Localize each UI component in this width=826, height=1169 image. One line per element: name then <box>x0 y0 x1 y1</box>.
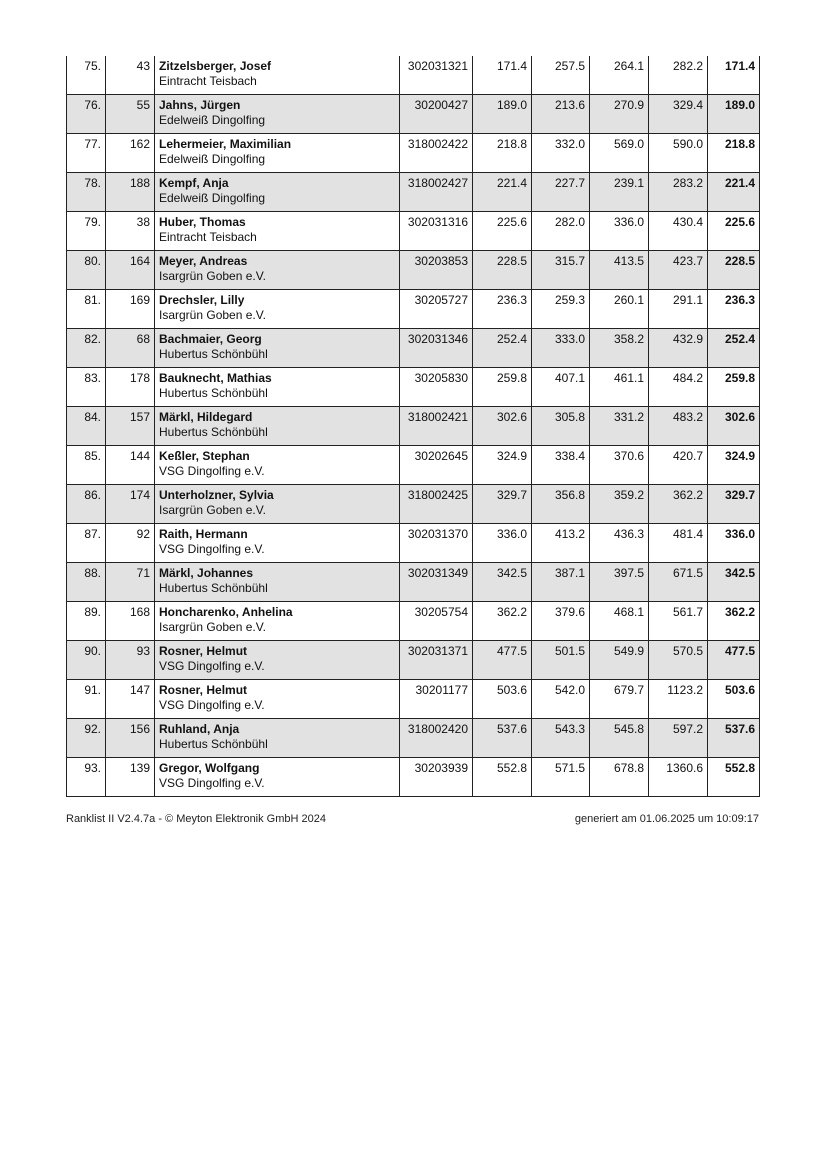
shooter-cell <box>155 641 400 680</box>
table-row <box>67 212 760 251</box>
id-cell: 30203939 <box>400 758 473 797</box>
shooter-name: Ruhland, Anja <box>159 722 240 736</box>
id-cell: 302031321 <box>400 56 473 95</box>
club-name: Eintracht Teisbach <box>159 74 257 88</box>
shooter-cell <box>155 329 400 368</box>
shooter-cell <box>155 524 400 563</box>
id-cell: 318002422 <box>400 134 473 173</box>
club-name: VSG Dingolfing e.V. <box>159 542 265 556</box>
best-score-cell: 552.8 <box>708 758 760 797</box>
best-score-cell: 171.4 <box>708 56 760 95</box>
shooter-name: Raith, Hermann <box>159 527 248 541</box>
score-3-cell: 545.8 <box>590 719 649 758</box>
score-2-cell: 407.1 <box>532 368 590 407</box>
score-1-cell: 221.4 <box>473 173 532 212</box>
table-row <box>67 134 760 173</box>
shooter-cell <box>155 290 400 329</box>
score-2-cell: 543.3 <box>532 719 590 758</box>
best-score-cell: 225.6 <box>708 212 760 251</box>
score-2-cell: 356.8 <box>532 485 590 524</box>
start-number-cell: 168 <box>106 602 155 641</box>
score-2-cell: 338.4 <box>532 446 590 485</box>
score-1-cell: 329.7 <box>473 485 532 524</box>
id-cell: 30201177 <box>400 680 473 719</box>
score-3-cell: 569.0 <box>590 134 649 173</box>
score-1-cell: 552.8 <box>473 758 532 797</box>
table-row <box>67 602 760 641</box>
shooter-name: Märkl, Hildegard <box>159 410 253 424</box>
shooter-cell <box>155 368 400 407</box>
score-3-cell: 264.1 <box>590 56 649 95</box>
start-number-cell: 188 <box>106 173 155 212</box>
score-4-cell: 561.7 <box>649 602 708 641</box>
score-4-cell: 590.0 <box>649 134 708 173</box>
score-1-cell: 252.4 <box>473 329 532 368</box>
shooter-cell <box>155 563 400 602</box>
club-name: Edelweiß Dingolfing <box>159 152 266 166</box>
score-1-cell: 336.0 <box>473 524 532 563</box>
club-name: VSG Dingolfing e.V. <box>159 698 265 712</box>
rank-cell: 82. <box>67 329 106 368</box>
shooter-cell <box>155 212 400 251</box>
start-number-cell: 174 <box>106 485 155 524</box>
shooter-cell <box>155 485 400 524</box>
shooter-cell <box>155 173 400 212</box>
score-2-cell: 315.7 <box>532 251 590 290</box>
start-number-cell: 38 <box>106 212 155 251</box>
score-4-cell: 1360.6 <box>649 758 708 797</box>
best-score-cell: 302.6 <box>708 407 760 446</box>
club-name: Hubertus Schönbühl <box>159 386 268 400</box>
score-1-cell: 225.6 <box>473 212 532 251</box>
start-number-cell: 169 <box>106 290 155 329</box>
club-name: Hubertus Schönbühl <box>159 737 268 751</box>
best-score-cell: 189.0 <box>708 95 760 134</box>
best-score-cell: 503.6 <box>708 680 760 719</box>
rank-cell: 76. <box>67 95 106 134</box>
rank-cell: 86. <box>67 485 106 524</box>
table-row <box>67 758 760 797</box>
score-2-cell: 501.5 <box>532 641 590 680</box>
score-1-cell: 362.2 <box>473 602 532 641</box>
shooter-name: Märkl, Johannes <box>159 566 254 580</box>
id-cell: 302031346 <box>400 329 473 368</box>
shooter-name: Bachmaier, Georg <box>159 332 262 346</box>
score-1-cell: 189.0 <box>473 95 532 134</box>
start-number-cell: 71 <box>106 563 155 602</box>
id-cell: 318002421 <box>400 407 473 446</box>
score-2-cell: 305.8 <box>532 407 590 446</box>
id-cell: 30205727 <box>400 290 473 329</box>
score-1-cell: 302.6 <box>473 407 532 446</box>
table-row <box>67 680 760 719</box>
shooter-cell <box>155 446 400 485</box>
score-4-cell: 423.7 <box>649 251 708 290</box>
shooter-cell <box>155 56 400 95</box>
best-score-cell: 236.3 <box>708 290 760 329</box>
best-score-cell: 329.7 <box>708 485 760 524</box>
best-score-cell: 336.0 <box>708 524 760 563</box>
club-name: Eintracht Teisbach <box>159 230 257 244</box>
best-score-cell: 228.5 <box>708 251 760 290</box>
score-4-cell: 283.2 <box>649 173 708 212</box>
start-number-cell: 43 <box>106 56 155 95</box>
score-4-cell: 282.2 <box>649 56 708 95</box>
table-row <box>67 641 760 680</box>
score-3-cell: 370.6 <box>590 446 649 485</box>
rank-cell: 90. <box>67 641 106 680</box>
score-2-cell: 333.0 <box>532 329 590 368</box>
club-name: Edelweiß Dingolfing <box>159 191 266 205</box>
start-number-cell: 55 <box>106 95 155 134</box>
table-row <box>67 485 760 524</box>
shooter-name: Drechsler, Lilly <box>159 293 245 307</box>
table-row <box>67 251 760 290</box>
score-3-cell: 461.1 <box>590 368 649 407</box>
score-1-cell: 218.8 <box>473 134 532 173</box>
score-2-cell: 332.0 <box>532 134 590 173</box>
score-3-cell: 549.9 <box>590 641 649 680</box>
id-cell: 30203853 <box>400 251 473 290</box>
shooter-name: Rosner, Helmut <box>159 683 248 697</box>
start-number-cell: 157 <box>106 407 155 446</box>
score-4-cell: 430.4 <box>649 212 708 251</box>
club-name: Hubertus Schönbühl <box>159 425 268 439</box>
score-4-cell: 291.1 <box>649 290 708 329</box>
rank-cell: 75. <box>67 56 106 95</box>
rank-cell: 79. <box>67 212 106 251</box>
rank-cell: 85. <box>67 446 106 485</box>
rank-cell: 88. <box>67 563 106 602</box>
score-4-cell: 481.4 <box>649 524 708 563</box>
rank-cell: 93. <box>67 758 106 797</box>
rank-cell: 83. <box>67 368 106 407</box>
shooter-name: Keßler, Stephan <box>159 449 250 463</box>
club-name: Isargrün Goben e.V. <box>159 503 266 517</box>
score-2-cell: 257.5 <box>532 56 590 95</box>
start-number-cell: 93 <box>106 641 155 680</box>
best-score-cell: 324.9 <box>708 446 760 485</box>
club-name: Isargrün Goben e.V. <box>159 269 266 283</box>
score-4-cell: 483.2 <box>649 407 708 446</box>
score-3-cell: 331.2 <box>590 407 649 446</box>
shooter-name: Meyer, Andreas <box>159 254 248 268</box>
rank-cell: 77. <box>67 134 106 173</box>
score-4-cell: 420.7 <box>649 446 708 485</box>
score-3-cell: 270.9 <box>590 95 649 134</box>
footer-generated-date: generiert am 01.06.2025 um 10:09:17 <box>574 813 759 825</box>
rank-cell: 87. <box>67 524 106 563</box>
results-body <box>67 56 760 797</box>
score-3-cell: 359.2 <box>590 485 649 524</box>
table-row <box>67 95 760 134</box>
id-cell: 30200427 <box>400 95 473 134</box>
score-3-cell: 468.1 <box>590 602 649 641</box>
club-name: Isargrün Goben e.V. <box>159 620 266 634</box>
id-cell: 30205754 <box>400 602 473 641</box>
id-cell: 30202645 <box>400 446 473 485</box>
club-name: Isargrün Goben e.V. <box>159 308 266 322</box>
shooter-cell <box>155 407 400 446</box>
shooter-cell <box>155 602 400 641</box>
score-1-cell: 228.5 <box>473 251 532 290</box>
score-2-cell: 379.6 <box>532 602 590 641</box>
score-3-cell: 260.1 <box>590 290 649 329</box>
table-row <box>67 407 760 446</box>
score-4-cell: 570.5 <box>649 641 708 680</box>
club-name: Edelweiß Dingolfing <box>159 113 266 127</box>
best-score-cell: 259.8 <box>708 368 760 407</box>
score-1-cell: 236.3 <box>473 290 532 329</box>
id-cell: 318002420 <box>400 719 473 758</box>
score-2-cell: 259.3 <box>532 290 590 329</box>
score-3-cell: 678.8 <box>590 758 649 797</box>
id-cell: 318002427 <box>400 173 473 212</box>
score-1-cell: 171.4 <box>473 56 532 95</box>
table-row <box>67 563 760 602</box>
club-name: VSG Dingolfing e.V. <box>159 776 265 790</box>
table-row <box>67 56 760 95</box>
table-row <box>67 329 760 368</box>
results-table <box>66 56 760 797</box>
best-score-cell: 252.4 <box>708 329 760 368</box>
score-4-cell: 362.2 <box>649 485 708 524</box>
score-3-cell: 358.2 <box>590 329 649 368</box>
score-4-cell: 329.4 <box>649 95 708 134</box>
table-row <box>67 719 760 758</box>
start-number-cell: 144 <box>106 446 155 485</box>
shooter-name: Zitzelsberger, Josef <box>159 59 272 73</box>
table-row <box>67 368 760 407</box>
best-score-cell: 477.5 <box>708 641 760 680</box>
club-name: Hubertus Schönbühl <box>159 347 268 361</box>
score-2-cell: 213.6 <box>532 95 590 134</box>
shooter-cell <box>155 680 400 719</box>
id-cell: 302031316 <box>400 212 473 251</box>
score-2-cell: 571.5 <box>532 758 590 797</box>
score-3-cell: 679.7 <box>590 680 649 719</box>
shooter-name: Rosner, Helmut <box>159 644 248 658</box>
start-number-cell: 178 <box>106 368 155 407</box>
shooter-name: Huber, Thomas <box>159 215 246 229</box>
rank-cell: 92. <box>67 719 106 758</box>
score-3-cell: 397.5 <box>590 563 649 602</box>
table-row <box>67 290 760 329</box>
club-name: VSG Dingolfing e.V. <box>159 659 265 673</box>
shooter-cell <box>155 758 400 797</box>
start-number-cell: 139 <box>106 758 155 797</box>
footer-copyright: Ranklist II V2.4.7a - © Meyton Elektronik GmbH 2024 <box>66 813 326 825</box>
shooter-name: Jahns, Jürgen <box>159 98 241 112</box>
score-1-cell: 537.6 <box>473 719 532 758</box>
score-1-cell: 324.9 <box>473 446 532 485</box>
table-row <box>67 173 760 212</box>
score-4-cell: 597.2 <box>649 719 708 758</box>
rank-cell: 91. <box>67 680 106 719</box>
start-number-cell: 92 <box>106 524 155 563</box>
id-cell: 302031349 <box>400 563 473 602</box>
shooter-name: Gregor, Wolfgang <box>159 761 260 775</box>
score-1-cell: 503.6 <box>473 680 532 719</box>
id-cell: 30205830 <box>400 368 473 407</box>
start-number-cell: 164 <box>106 251 155 290</box>
score-2-cell: 542.0 <box>532 680 590 719</box>
score-3-cell: 436.3 <box>590 524 649 563</box>
best-score-cell: 218.8 <box>708 134 760 173</box>
id-cell: 302031370 <box>400 524 473 563</box>
shooter-cell <box>155 251 400 290</box>
score-4-cell: 1123.2 <box>649 680 708 719</box>
score-3-cell: 239.1 <box>590 173 649 212</box>
id-cell: 318002425 <box>400 485 473 524</box>
table-row <box>67 524 760 563</box>
best-score-cell: 362.2 <box>708 602 760 641</box>
score-2-cell: 413.2 <box>532 524 590 563</box>
id-cell: 302031371 <box>400 641 473 680</box>
score-1-cell: 477.5 <box>473 641 532 680</box>
shooter-name: Lehermeier, Maximilian <box>159 137 292 151</box>
shooter-cell <box>155 95 400 134</box>
start-number-cell: 68 <box>106 329 155 368</box>
best-score-cell: 537.6 <box>708 719 760 758</box>
shooter-cell <box>155 719 400 758</box>
club-name: Hubertus Schönbühl <box>159 581 268 595</box>
best-score-cell: 221.4 <box>708 173 760 212</box>
score-3-cell: 413.5 <box>590 251 649 290</box>
score-4-cell: 671.5 <box>649 563 708 602</box>
score-1-cell: 342.5 <box>473 563 532 602</box>
rank-cell: 78. <box>67 173 106 212</box>
rank-cell: 81. <box>67 290 106 329</box>
shooter-name: Bauknecht, Mathias <box>159 371 272 385</box>
rank-cell: 84. <box>67 407 106 446</box>
club-name: VSG Dingolfing e.V. <box>159 464 265 478</box>
score-4-cell: 432.9 <box>649 329 708 368</box>
best-score-cell: 342.5 <box>708 563 760 602</box>
shooter-name: Kempf, Anja <box>159 176 229 190</box>
table-row <box>67 446 760 485</box>
start-number-cell: 147 <box>106 680 155 719</box>
score-2-cell: 282.0 <box>532 212 590 251</box>
shooter-name: Unterholzner, Sylvia <box>159 488 274 502</box>
start-number-cell: 162 <box>106 134 155 173</box>
rank-cell: 89. <box>67 602 106 641</box>
score-2-cell: 227.7 <box>532 173 590 212</box>
score-4-cell: 484.2 <box>649 368 708 407</box>
score-1-cell: 259.8 <box>473 368 532 407</box>
shooter-name: Honcharenko, Anhelina <box>159 605 293 619</box>
rank-cell: 80. <box>67 251 106 290</box>
score-3-cell: 336.0 <box>590 212 649 251</box>
score-2-cell: 387.1 <box>532 563 590 602</box>
shooter-cell <box>155 134 400 173</box>
start-number-cell: 156 <box>106 719 155 758</box>
